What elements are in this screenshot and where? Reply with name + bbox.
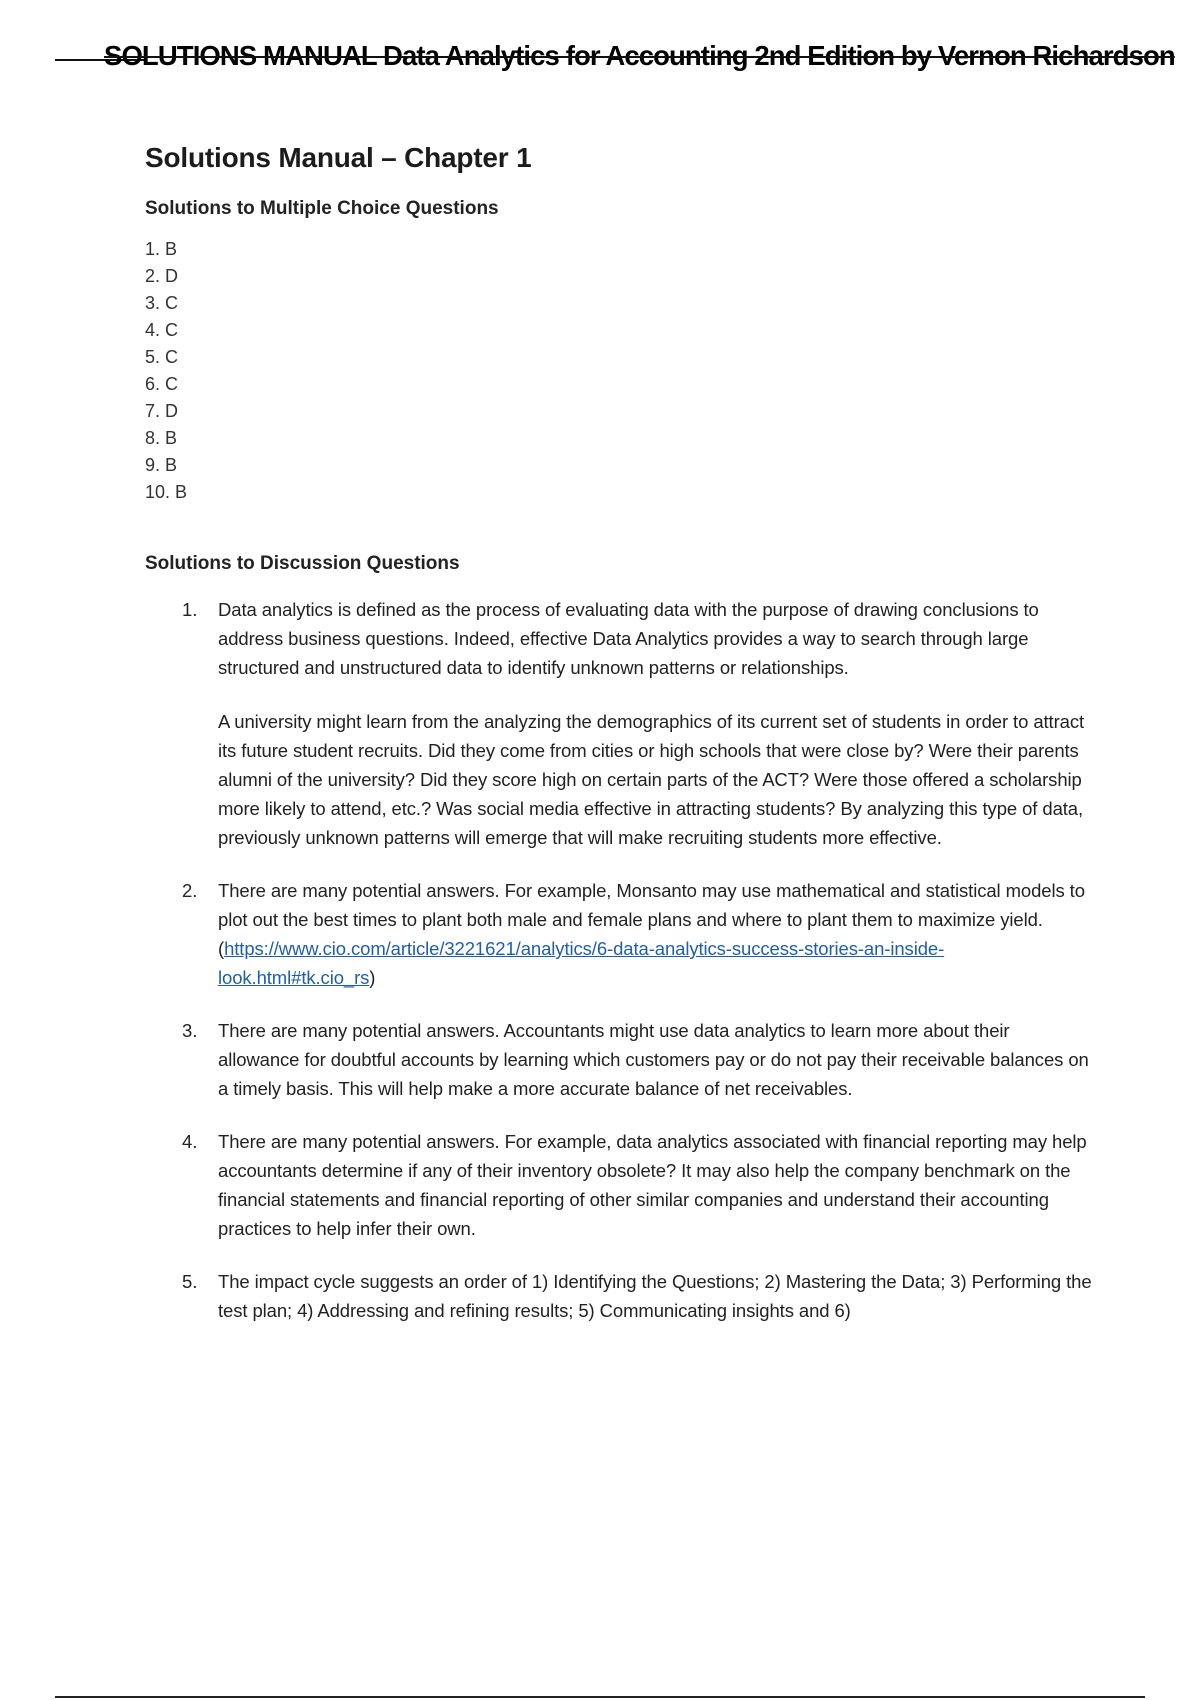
discussion-item-3	[145, 1016, 1095, 1103]
banner-title: SOLUTIONS MANUAL Data Analytics for Accounting 2nd Edition by Vernon Richardson	[104, 40, 1175, 71]
mc-answer-9: 9. B	[145, 455, 178, 475]
multiple-choice-heading: Solutions to Multiple Choice Questions	[145, 198, 499, 219]
mc-answer-6: 6. C	[145, 374, 179, 394]
discussion-number-4: 4.	[182, 1131, 198, 1152]
mc-answer-8: 8. B	[145, 428, 178, 448]
mc-answer-2: 2. D	[145, 266, 179, 286]
discussion-item-1	[145, 595, 1095, 852]
footer-rule	[55, 1696, 1145, 1698]
discussion-number-2: 2.	[182, 880, 198, 901]
mc-answer-5: 5. C	[145, 347, 179, 367]
mc-answer-1: 1. B	[145, 239, 178, 259]
discussion-number-1: 1.	[182, 599, 198, 620]
discussion-3-paragraph: There are many potential answers. Accountants might use data analytics to learn more about their allowance for doubtful accounts by learning which customers pay or do not pay their receivable balances on a timely basis. This will help make a more accurate balance of net receivables.	[218, 1020, 1089, 1099]
mc-answer-7: 7. D	[145, 401, 179, 421]
discussion-answer-list	[145, 595, 1095, 1325]
discussion-item-2	[145, 876, 1095, 992]
discussion-2-text: There are many potential answers. For example, Monsanto may use mathematical and statistical models to plot out the best times to plant both male and female plans and where to plant them to maximize yield. (	[218, 880, 1085, 959]
page-content	[145, 142, 1095, 1349]
mc-answer-3: 3. C	[145, 293, 179, 313]
document-banner	[0, 38, 1200, 88]
chapter-title: Solutions Manual – Chapter 1	[145, 142, 532, 173]
discussion-5-paragraph: The impact cycle suggests an order of 1) Identifying the Questions; 2) Mastering the Data; 3) Performing the test plan; 4) Addressing and refining results; 5) Communicating insights and 6)	[218, 1271, 1092, 1321]
cio-article-link[interactable]: https://www.cio.com/article/3221621/analytics/6-data-analytics-success-stories-an-inside-look.html#tk.cio_rs	[218, 938, 945, 988]
mc-answer-10: 10. B	[145, 482, 188, 502]
multiple-choice-answer-list	[145, 236, 1095, 506]
mc-answer-4: 4. C	[145, 320, 179, 340]
discussion-2-closing-paren: )	[369, 967, 376, 988]
discussion-item-4	[145, 1127, 1095, 1243]
discussion-heading: Solutions to Discussion Questions	[145, 553, 460, 574]
discussion-number-5: 5.	[182, 1271, 198, 1292]
discussion-1-paragraph-2: A university might learn from the analyzing the demographics of its current set of students in order to attract its future student recruits. Did they come from cities or high schools that were close by? Were their parents alumni of the university? Did they score high on certain parts of the ACT? Were those offered a scholarship more likely to attend, etc.? Was social media effective in attracting students? By analyzing this type of data, previously unknown patterns will emerge that will make recruiting students more effective.	[218, 711, 1085, 848]
discussion-1-paragraph-1: Data analytics is defined as the process of evaluating data with the purpose of drawing conclusions to address business questions. Indeed, effective Data Analytics provides a way to search through large structured and unstructured data to identify unknown patterns or relationships.	[218, 599, 1039, 678]
discussion-4-paragraph: There are many potential answers. For example, data analytics associated with financial reporting may help accountants determine if any of their inventory obsolete? It may also help the company benchmark on the financial statements and financial reporting of other similar companies and understand their accounting practices to help infer their own.	[218, 1131, 1087, 1239]
discussion-2-paragraph	[218, 876, 1095, 992]
discussion-item-5	[145, 1267, 1095, 1325]
discussion-number-3: 3.	[182, 1020, 198, 1041]
